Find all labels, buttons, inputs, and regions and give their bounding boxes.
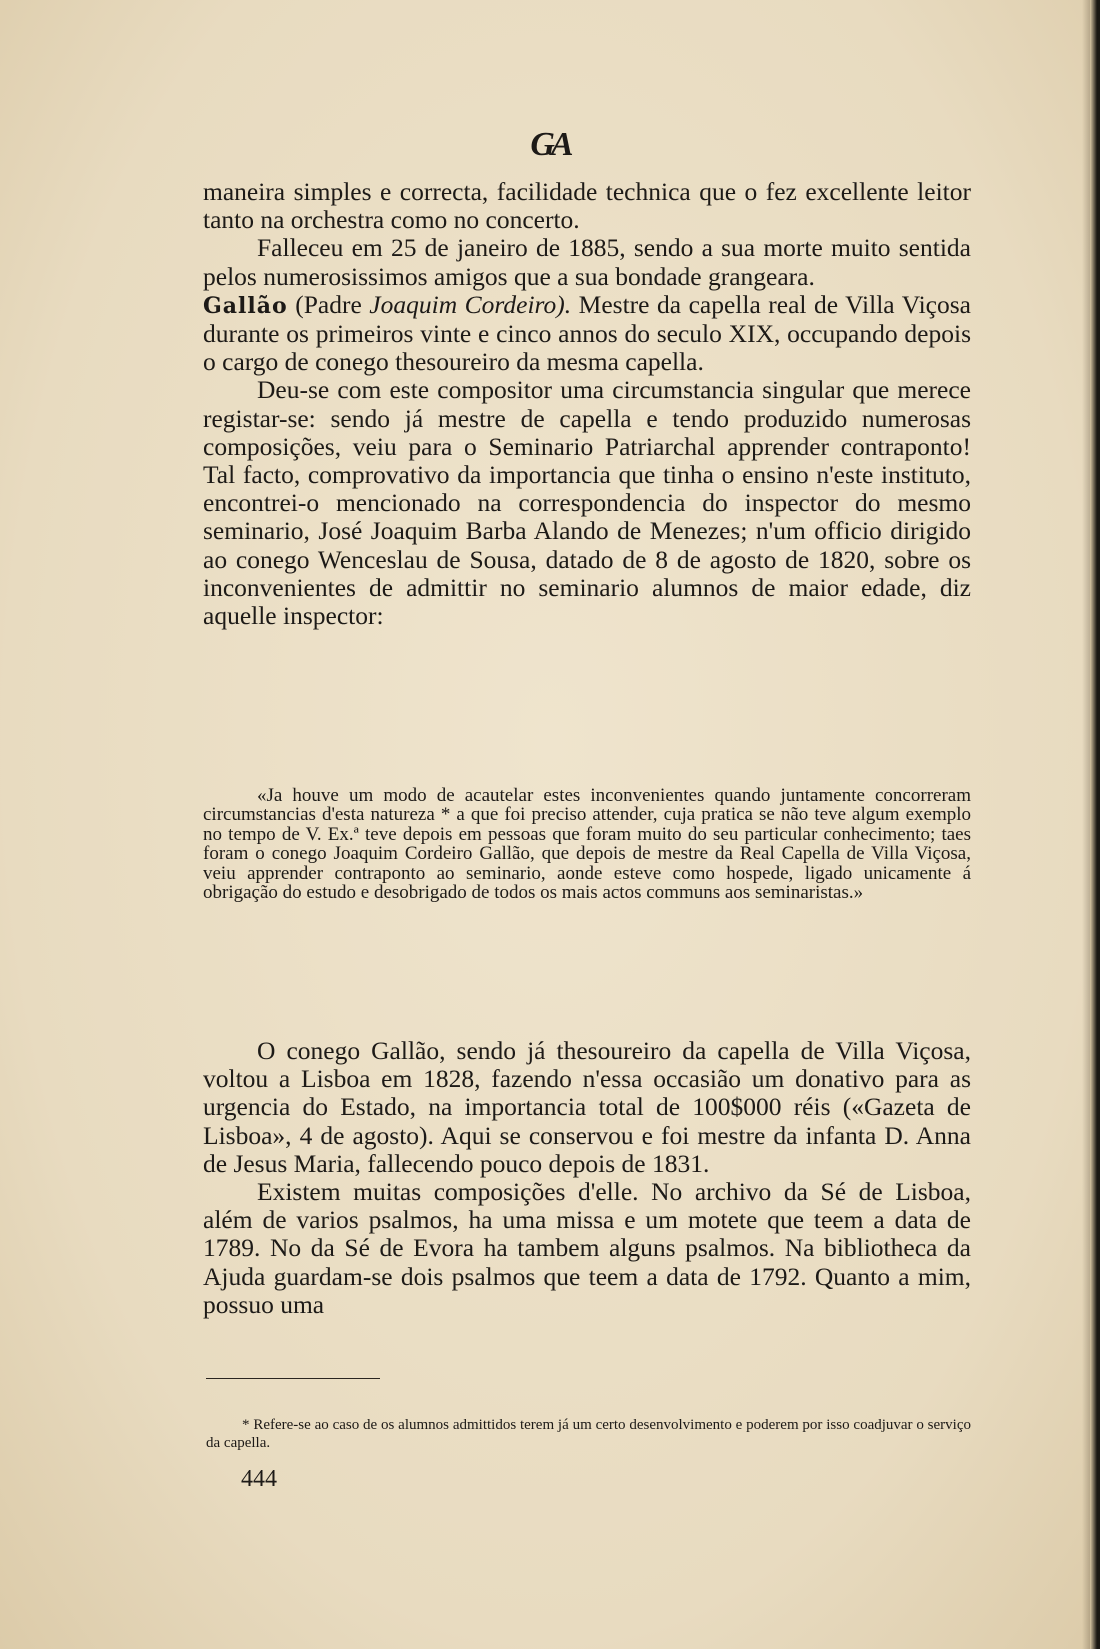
- entry-name: Gallão: [203, 292, 288, 319]
- paragraph-entry-gallao: [203, 291, 971, 377]
- footnote-rule: [206, 1378, 380, 1379]
- paragraph-falleceu: Falleceu em 25 de janeiro de 1885, sendo a sua morte muito sentida pelos numerosissimos amigos que a sua bondade grangeara.: [203, 233, 971, 291]
- block-quote: [203, 786, 971, 902]
- entry-description: Mestre da capella real de Villa Viçosa durante os primeiros vinte e cinco annos do seculo XIX, occupando depois o cargo de conego thesoureiro da mesma capella.: [203, 289, 971, 377]
- entry-paren-name: Joaquim Cordeiro).: [369, 289, 572, 319]
- footnote: [206, 1416, 971, 1452]
- page-edge-shadow: [1082, 0, 1090, 1649]
- entry-paren-open: (Padre: [287, 289, 370, 319]
- body-text-bottom: [203, 1037, 971, 1319]
- paragraph-leitor: maneira simples e correcta, facilidade technica que o fez excellente leitor tanto na orchestra como no concerto.: [203, 177, 971, 235]
- page-number: 444: [241, 1466, 277, 1492]
- paragraph-conego-gallao: O conego Gallão, sendo já thesoureiro da capella de Villa Viçosa, voltou a Lisboa em 1828, fazendo n'essa occasião um donativo para as urgencia do Estado, na importancia total de 100$000 réis («Gazeta de Lisboa», 4 de agosto). Aqui se conservou e foi mestre da infanta D. Anna de Jesus Maria, fallecendo pouco depois de 1831.: [203, 1036, 971, 1178]
- body-text-top: [203, 178, 971, 630]
- running-header: GA: [530, 126, 570, 163]
- page-edge: [1090, 0, 1100, 1649]
- paragraph-composicoes: Existem muitas composições d'elle. No archivo da Sé de Lisboa, além de varios psalmos, ha uma missa e um motete que teem a data de 1789. No da Sé de Evora ha tambem alguns psalmos. Na bibliotheca da Ajuda guardam-se dois psalmos que teem a data de 1792. Quanto a mim, possuo uma: [203, 1177, 971, 1319]
- paragraph-circumstancia: Deu-se com este compositor uma circumstancia singular que merece registar-se: sendo já mestre de capella e tendo produzido numerosas composições, veiu para o Seminario Patriarchal apprender contraponto! Tal facto, comprovativo da importancia que tinha o ensino n'este instituto, encontrei-o mencionado na correspondencia do inspector do mesmo seminario, José Joaquim Barba Alando de Menezes; n'um officio dirigido ao conego Wenceslau de Sousa, datado de 8 de agosto de 1820, sobre os inconvenientes de admittir no seminario alumnos de maior edade, diz aquelle inspector:: [203, 375, 971, 631]
- footnote-text: * Refere-se ao caso de os alumnos admittidos terem já um certo desenvolvimento e poderem por isso coadjuvar o serviço da capella.: [206, 1417, 971, 1451]
- quote-text: «Ja houve um modo de acautelar estes inconvenientes quando juntamente concorreram circumstancias d'esta natureza * a que foi preciso attender, cuja pratica se não teve algum exemplo no tempo de V. Ex.ª teve depois em pessoas que foram muito do seu particular conhecimento; taes foram o conego Joaquim Cordeiro Gallão, que depois de mestre da Real Capella de Villa Viçosa, veiu apprender contraponto ao seminario, aonde esteve como hospede, ligado unicamente á obrigação do estudo e desobrigado de todos os mais actos communs aos seminaristas.»: [203, 785, 971, 904]
